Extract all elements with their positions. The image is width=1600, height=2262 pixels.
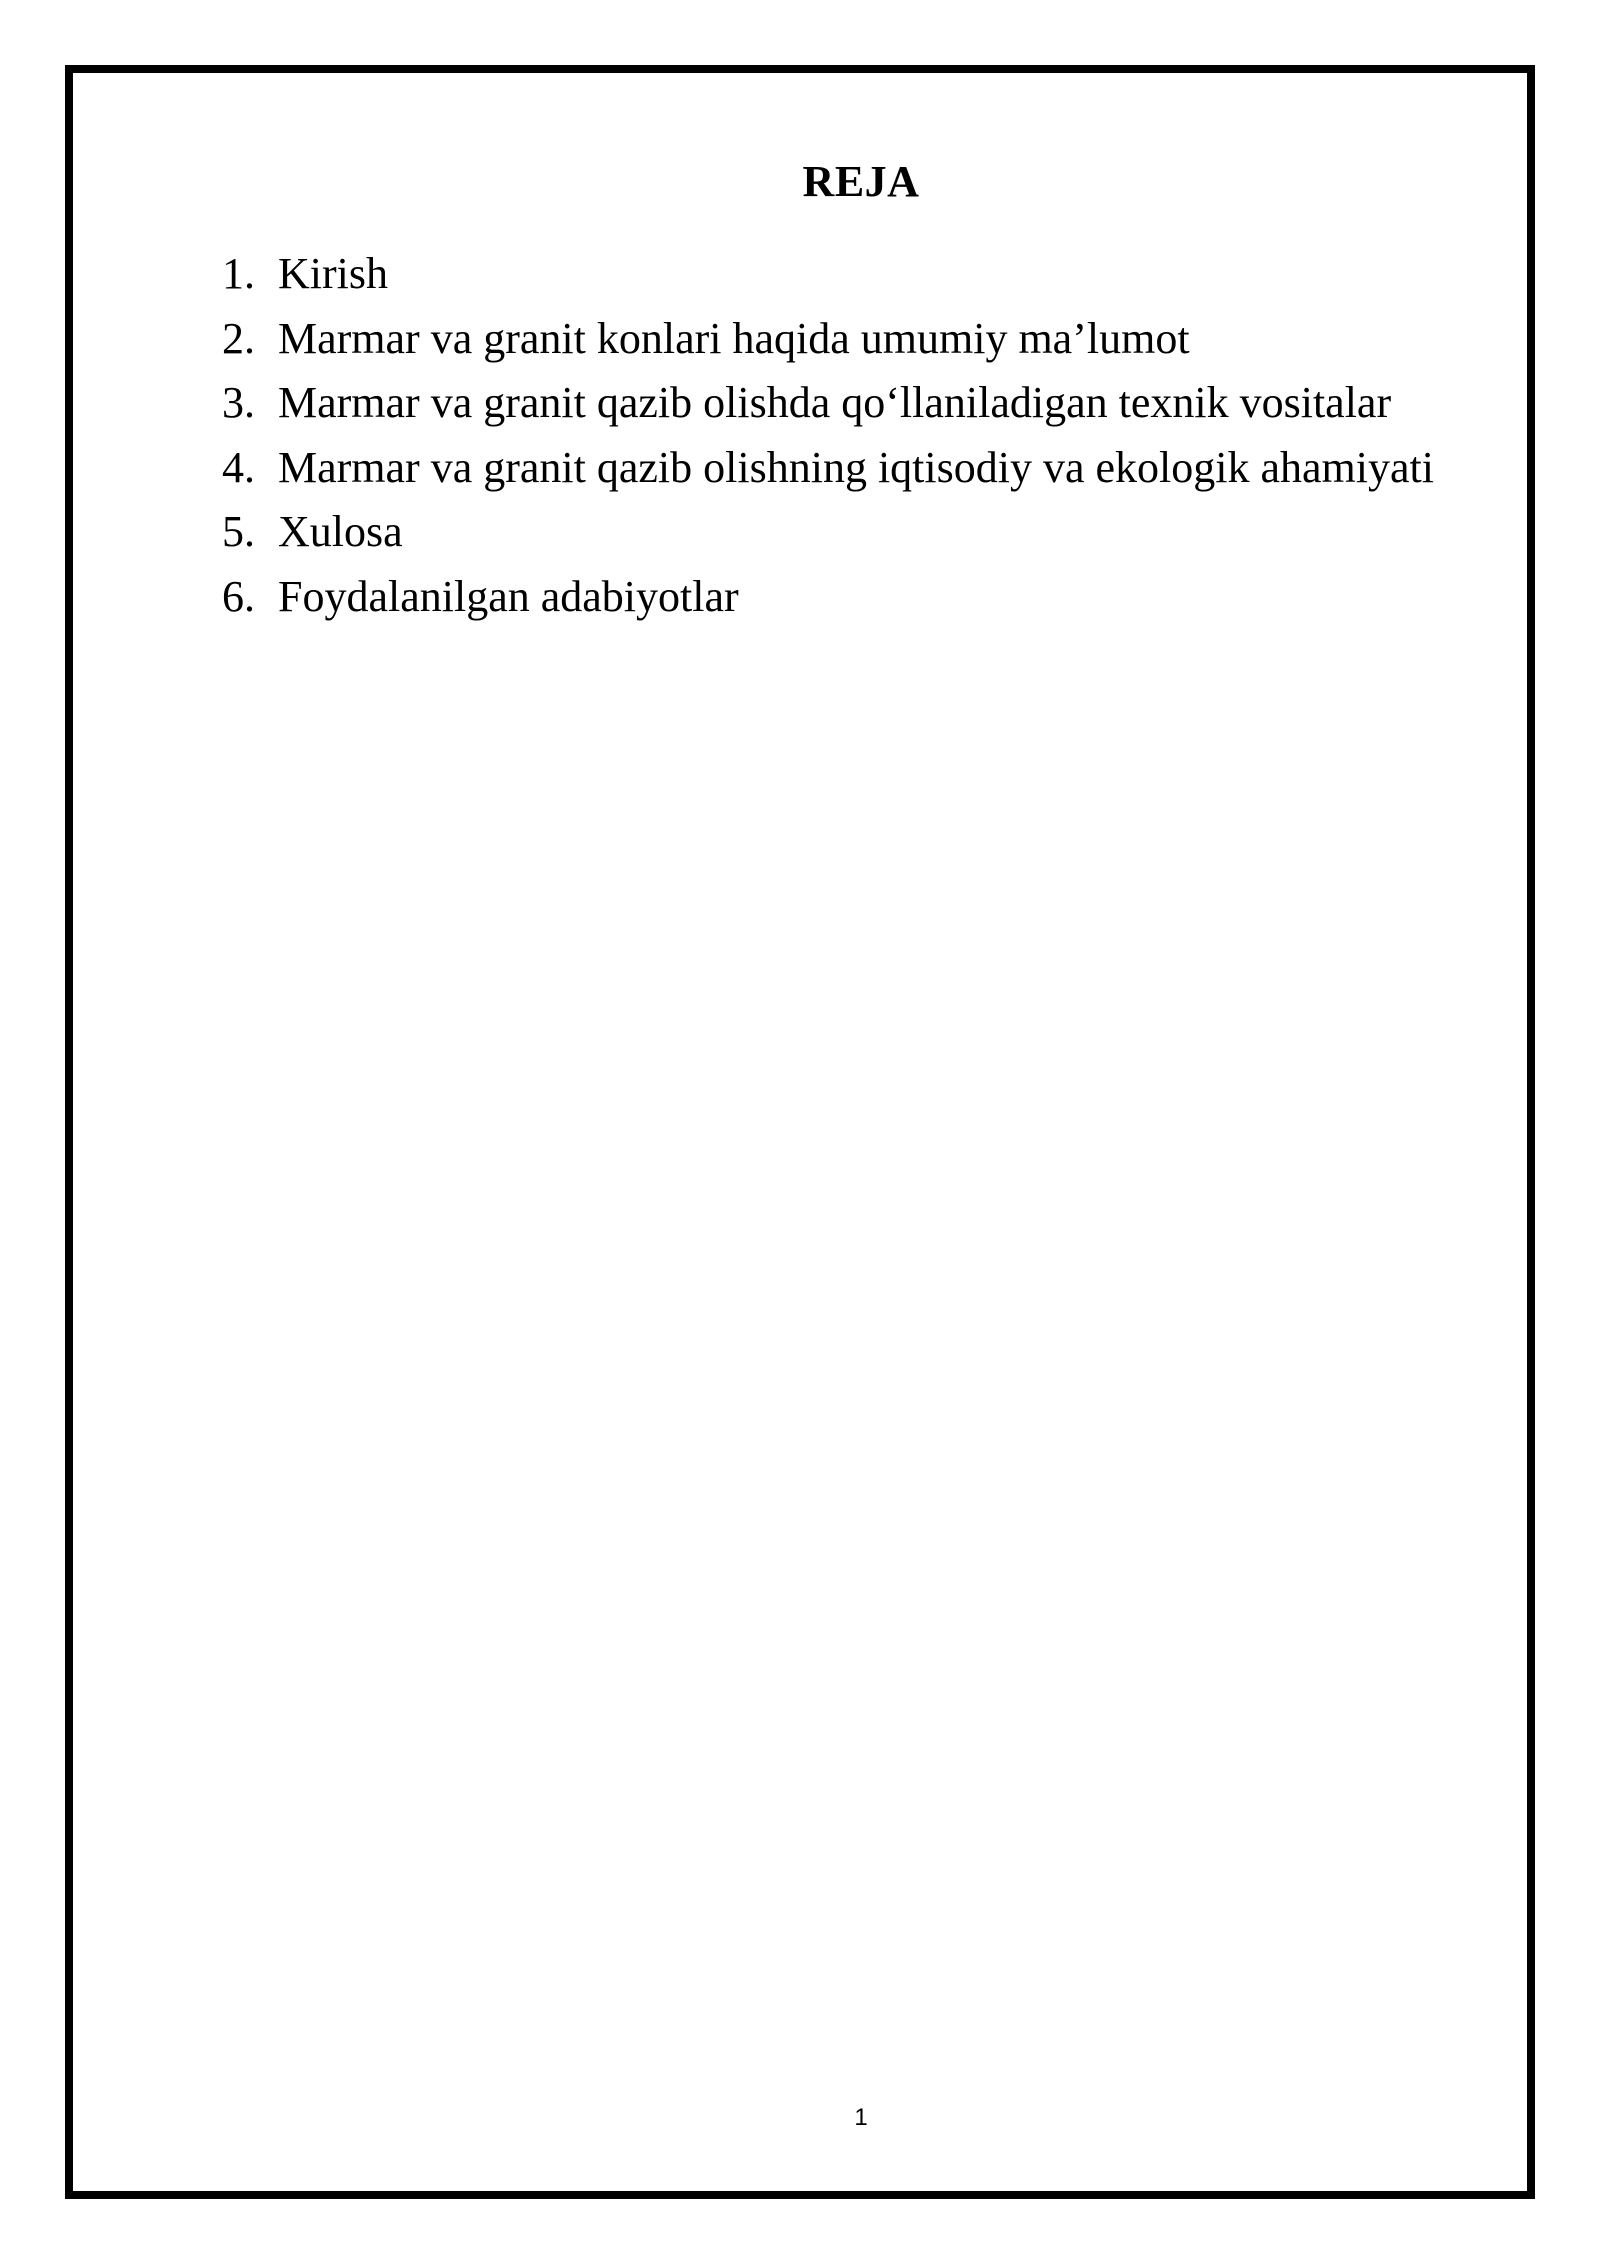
list-item-text: Foydalanilgan adabiyotlar: [278, 571, 739, 621]
list-item-number: 5.: [222, 507, 255, 556]
list-item-number: 4.: [222, 442, 255, 492]
list-item-text: Marmar va granit konlari haqida umumiy ma’lumot: [278, 313, 1190, 363]
plan-list: [222, 242, 1490, 629]
list-item: [222, 371, 1490, 436]
page-title: REJA: [802, 157, 920, 206]
list-item: [222, 565, 1490, 630]
page-number: 1: [854, 2104, 868, 2131]
list-item-number: 1.: [222, 249, 255, 298]
list-item: [222, 307, 1490, 372]
list-item-text: Kirish: [278, 249, 388, 298]
list-item-number: 6.: [222, 571, 255, 621]
list-item-text: Marmar va granit qazib olishda qo‘llaniladigan texnik vositalar: [278, 378, 1392, 427]
list-item-text: Marmar va granit qazib olishning iqtisodiy va ekologik ahamiyati: [278, 442, 1434, 492]
list-item: [222, 500, 1490, 565]
list-item-text: Xulosa: [278, 507, 403, 556]
list-item: [222, 242, 1490, 307]
list-item: [222, 436, 1490, 501]
list-item-number: 2.: [222, 313, 255, 363]
list-item-number: 3.: [222, 378, 255, 427]
